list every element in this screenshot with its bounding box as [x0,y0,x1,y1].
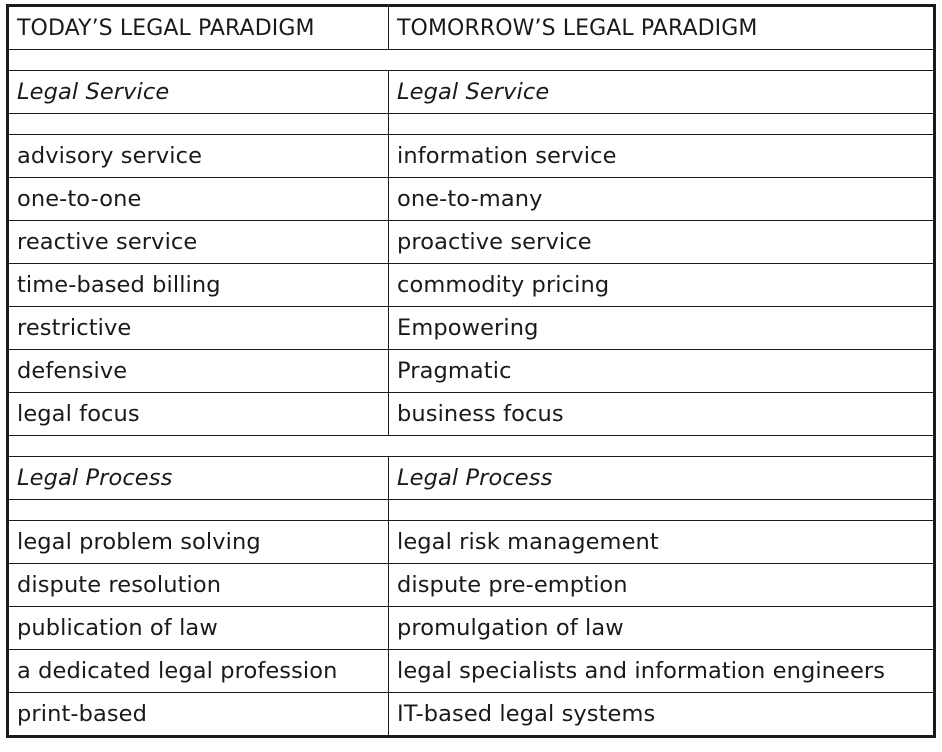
table-row [8,564,935,607]
section-title-today: Legal Service [8,71,389,114]
spacer-cell [8,50,935,71]
cell-today: restrictive [8,307,389,350]
cell-today: a dedicated legal profession [8,650,389,693]
cell-today: one-to-one [8,178,389,221]
table-body [8,6,935,737]
table-row [8,521,935,564]
cell-today: legal focus [8,393,389,436]
spacer-cell [389,500,935,521]
section-title-tomorrow: Legal Process [389,457,935,500]
table-row [8,350,935,393]
table-row [8,393,935,436]
cell-tomorrow: legal risk management [389,521,935,564]
cell-today: dispute resolution [8,564,389,607]
header-row [8,6,935,50]
table-row [8,307,935,350]
cell-tomorrow: dispute pre-emption [389,564,935,607]
cell-tomorrow: proactive service [389,221,935,264]
header-tomorrow: TOMORROW’S LEGAL PARADIGM [389,6,935,50]
cell-today: publication of law [8,607,389,650]
cell-today: reactive service [8,221,389,264]
cell-tomorrow: promulgation of law [389,607,935,650]
cell-tomorrow: commodity pricing [389,264,935,307]
spacer-row [8,50,935,71]
spacer-cell [389,114,935,135]
spacer-cell [8,436,935,457]
cell-today: defensive [8,350,389,393]
cell-tomorrow: one-to-many [389,178,935,221]
cell-tomorrow: Pragmatic [389,350,935,393]
cell-tomorrow: business focus [389,393,935,436]
section-title-today: Legal Process [8,457,389,500]
section-title-tomorrow: Legal Service [389,71,935,114]
table-row [8,607,935,650]
cell-today: time-based billing [8,264,389,307]
cell-today: print-based [8,693,389,737]
table-row [8,221,935,264]
cell-tomorrow: information service [389,135,935,178]
paradigm-table [6,4,936,738]
spacer-row [8,500,935,521]
table-row [8,693,935,737]
table-row [8,264,935,307]
header-today: TODAY’S LEGAL PARADIGM [8,6,389,50]
section-title-row [8,71,935,114]
table-row [8,178,935,221]
table-row [8,135,935,178]
cell-tomorrow: IT-based legal systems [389,693,935,737]
table-row [8,650,935,693]
cell-today: advisory service [8,135,389,178]
cell-tomorrow: legal specialists and information engineers [389,650,935,693]
spacer-row [8,436,935,457]
spacer-row [8,114,935,135]
section-title-row [8,457,935,500]
cell-tomorrow: Empowering [389,307,935,350]
spacer-cell [8,114,389,135]
spacer-cell [8,500,389,521]
cell-today: legal problem solving [8,521,389,564]
